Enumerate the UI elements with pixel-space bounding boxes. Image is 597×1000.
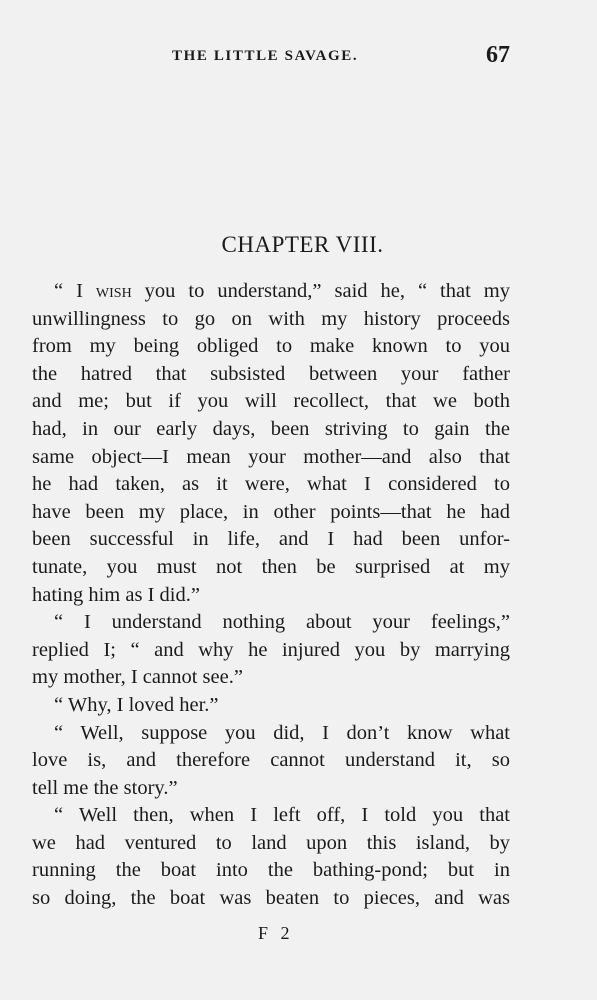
text-line: had, in our early days, been striving to gain the [32,417,510,440]
text-line: “ Why, I loved her.” [54,693,219,716]
text-line: hating him as I did.” [32,583,200,606]
text-line: and me; but if you will recollect, that we both [32,390,510,413]
text-line: running the boat into the bathing-pond; but in [32,859,510,882]
text-line: “ Well, suppose you did, I don’t know what [54,721,510,744]
text-line: he had taken, as it were, what I considered to [32,473,510,496]
text-line: tunate, you must not then be surprised at my [32,555,510,578]
text-line: the hatred that subsisted between your father [32,362,510,385]
opening-quote: “ I [54,280,96,302]
text-line: been successful in life, and I had been unfor- [32,528,510,551]
text-line: so doing, the boat was beaten to pieces, and was [32,887,510,910]
text-line: have been my place, in other points—that he had [32,500,510,523]
text-line: same object—I mean your mother—and also that [32,445,510,468]
line-remainder: you to understand,” said he, “ that my [131,280,510,302]
chapter-title: CHAPTER VIII. [221,232,384,257]
text-line: my mother, I cannot see.” [32,666,243,689]
text-line: tell me the story.” [32,776,178,799]
page-number: 67 [486,42,510,68]
text-line: love is, and therefore cannot understand it, so [32,749,510,772]
text-line: “ I understand nothing about your feelings,” [54,611,510,634]
signature-mark: F 2 [258,923,294,943]
text-line: we had ventured to land upon this island, by [32,831,510,854]
text-line [32,278,510,306]
text-line: replied I; “ and why he injured you by marrying [32,638,510,661]
running-title: THE LITTLE SAVAGE. [172,48,359,64]
text-line: unwillingness to go on with my history proceeds [32,307,510,330]
running-head [30,42,510,72]
small-caps-word: wish [95,280,132,302]
text-line: “ Well then, when I left off, I told you that [54,804,510,827]
text-line: from my being obliged to make known to you [32,335,510,358]
body-text [32,278,510,913]
